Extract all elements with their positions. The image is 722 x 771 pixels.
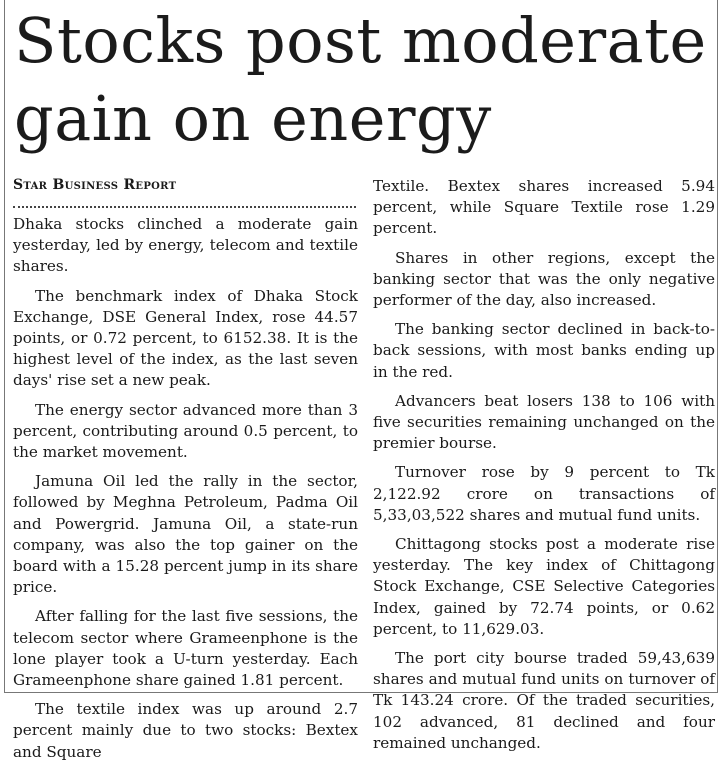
- paragraph: Advancers beat losers 138 to 106 with five securities remaining unchanged on the premier bourse.: [373, 391, 715, 453]
- dotted-divider: [13, 206, 356, 208]
- paragraph: The benchmark index of Dhaka Stock Exchange, DSE General Index, rose 44.57 points, or 0.72 percent, to 6152.38. It is the highest level of the index, as the last seven days' rise set a new peak.: [13, 286, 358, 390]
- byline: Star Business Report: [13, 177, 177, 193]
- paragraph: The energy sector advanced more than 3 percent, contributing around 0.5 percent, to the market movement.: [13, 400, 358, 462]
- paragraph: Jamuna Oil led the rally in the sector, followed by Meghna Petroleum, Padma Oil and Powergrid. Jamuna Oil, a state-run company, was also the top gainer on the board with a 15.28 percent jump in its share price.: [13, 472, 358, 597]
- paragraph: The textile index was up around 2.7 percent mainly due to two stocks: Bextex and Square: [13, 700, 358, 761]
- paragraph-continued: Textile. Bextex shares increased 5.94 percent, while Square Textile rose 1.29 percent.: [373, 177, 715, 238]
- paragraph: Chittagong stocks post a moderate rise yesterday. The key index of Chittagong Stock Exchange, CSE Selective Categories Index, gained by 72.74 points, or 0.62 percent, to 11,629.03.: [373, 535, 715, 638]
- headline: [14, 2, 714, 158]
- paragraph: Shares in other regions, except the banking sector that was the only negative performer of the day, also increased.: [373, 248, 715, 310]
- right-column: [373, 176, 715, 762]
- paragraph: Dhaka stocks clinched a moderate gain yesterday, led by energy, telecom and textile shares.: [13, 215, 358, 276]
- left-column: [13, 174, 358, 771]
- headline-line-2: gain on energy: [14, 82, 492, 155]
- headline-line-1: Stocks post moderate: [14, 4, 707, 77]
- paragraph: The banking sector declined in back-to-back sessions, with most banks ending up in the red.: [373, 320, 715, 381]
- paragraph: The port city bourse traded 59,43,639 shares and mutual fund units on turnover of Tk 143.24 crore. Of the traded securities, 102 advanced, 81 declined and four remained unchanged.: [373, 649, 715, 752]
- paragraph: Turnover rose by 9 percent to Tk 2,122.92 crore on transactions of 5,33,03,522 shares and mutual fund units.: [373, 463, 715, 524]
- paragraph: After falling for the last five sessions, the telecom sector where Grameenphone is the lone player took a U-turn yesterday. Each Grameenphone share gained 1.81 percent.: [13, 607, 358, 690]
